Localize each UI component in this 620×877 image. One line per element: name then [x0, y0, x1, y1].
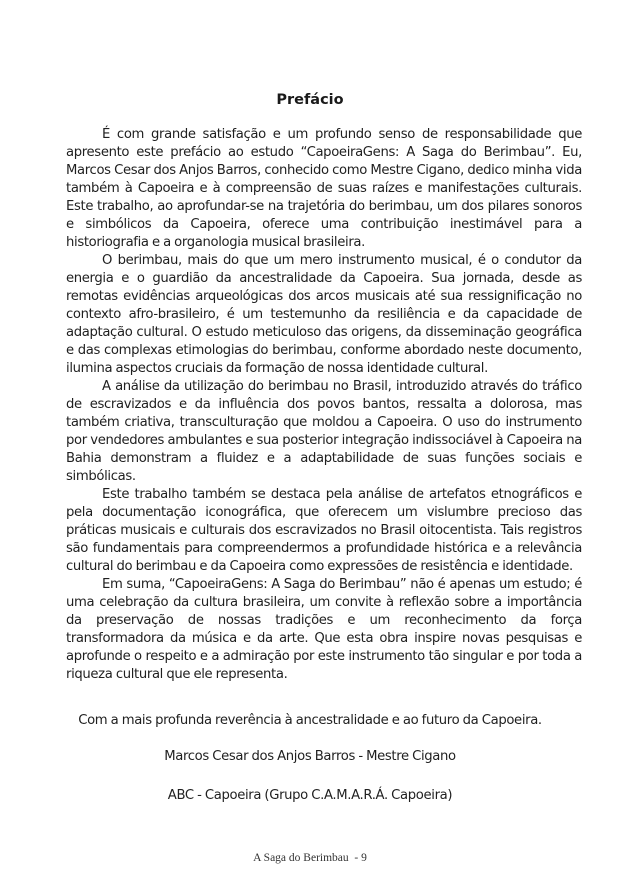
- page-footer: [0, 851, 620, 865]
- page-title: Prefácio: [276, 92, 344, 108]
- paragraph-1: É com grande satisfação e um profundo senso de responsabilidade que apresento este prefácio ao estudo “CapoeiraGens: A Saga do Berimbau”. Eu, Marcos Cesar dos Anjos Barros, conhecido como Mestre Cigano, dedico minha vida também à Capoeira e à compreensão de suas raízes e manifestações culturais. Este trabalho, ao aprofundar-se na trajetória do berimbau, um dos pilares sonoros e simbólicos da Capoeira, oferece uma contribuição inestimável para a historiografia e a organologia musical brasileira.: [66, 127, 582, 250]
- preface-body: [66, 126, 582, 684]
- signature-name: Marcos Cesar dos Anjos Barros - Mestre Cigano: [164, 749, 456, 764]
- closing-line: Com a mais profunda reverência à ancestralidade e ao futuro da Capoeira.: [78, 713, 542, 728]
- paragraph-2: O berimbau, mais do que um mero instrumento musical, é o condutor da energia e o guardião da ancestralidade da Capoeira. Sua jornada, desde as remotas evidências arqueológicas dos arcos musicais até sua ressignificação no contexto afro-brasileiro, é um testemunho da resiliência e da capacidade de adaptação cultural. O estudo meticuloso das origens, da disseminação geográfica e das complexas etimologias do berimbau, conforme abordado neste documento, ilumina aspectos cruciais da formação de nossa identidade cultural.: [66, 253, 582, 376]
- running-title: A Saga do Berimbau: [253, 852, 349, 864]
- paragraph-3: A análise da utilização do berimbau no Brasil, introduzido através do tráfico de escravizados e da influência dos povos bantos, ressalta a dolorosa, mas também criativa, transculturação que moldou a Capoeira. O uso do instrumento por vendedores ambulantes e sua posterior integração indissociável à Capoeira na Bahia demonstram a fluidez e a adaptabilidade de suas funções sociais e simbólicas.: [66, 379, 582, 484]
- page-number: 9: [361, 852, 367, 864]
- footer-separator: -: [354, 852, 359, 864]
- paragraph-4: Este trabalho também se destaca pela análise de artefatos etnográficos e pela documentação iconográfica, que oferecem um vislumbre precioso das práticas musicais e culturais dos escravizados no Brasil oitocentista. Tais registros são fundamentais para compreendermos a profundidade histórica e a relevância cultural do berimbau e da Capoeira como expressões de resistência e identidade.: [66, 487, 582, 574]
- paragraph-5: Em suma, “CapoeiraGens: A Saga do Berimbau” não é apenas um estudo; é uma celebração da cultura brasileira, um convite à reflexão sobre a importância da preservação de nossas tradições e um reconhecimento da força transformadora da música e da arte. Que esta obra inspire novas pesquisas e aprofunde o respeito e a admiração por este instrumento tão singular e por toda a riqueza cultural que ele representa.: [66, 577, 582, 682]
- signature-group: ABC - Capoeira (Grupo C.A.M.A.R.Á. Capoeira): [167, 788, 453, 803]
